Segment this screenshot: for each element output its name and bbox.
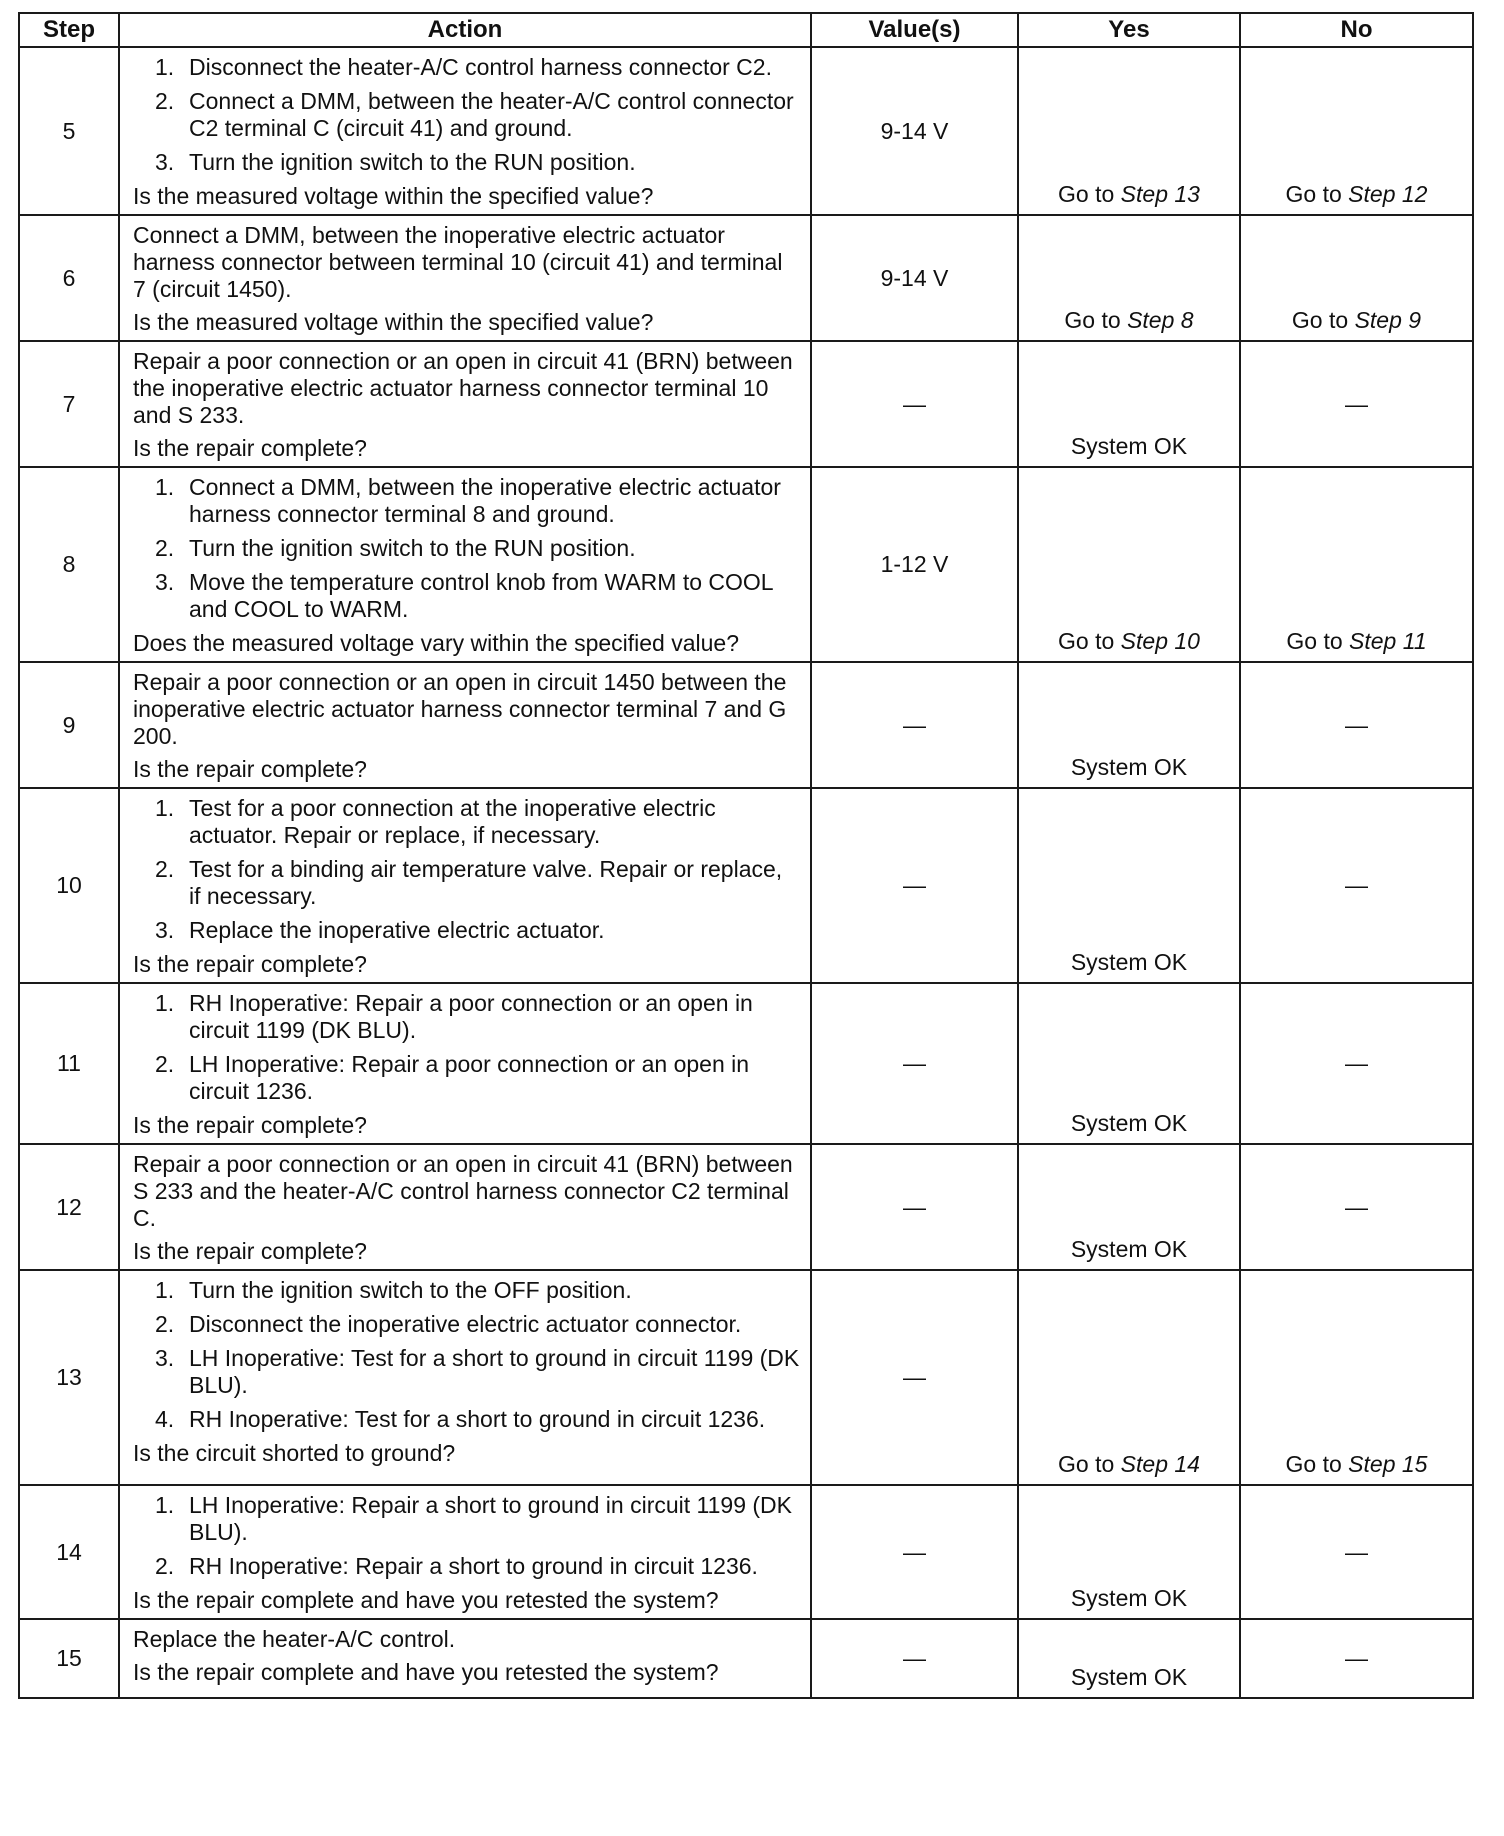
list-item-text: RH Inoperative: Repair a poor connection or an open in circuit 1199 (DK BLU). [189,990,753,1043]
list-number: 3. [155,917,175,943]
list-number: 2. [155,1051,175,1077]
value-cell: — [811,1270,1018,1485]
list-number: 1. [155,1492,175,1518]
value-cell: 9-14 V [811,215,1018,341]
go-to-label: Go to [1291,307,1349,333]
action-question: Is the repair complete and have you retested the system? [133,1587,719,1613]
no-cell [1240,983,1473,1144]
system-ok-label: System OK [1070,433,1188,459]
action-list-item [133,1277,800,1304]
go-to-label: Go to [1058,181,1115,207]
no-cell [1240,1619,1473,1698]
action-list-item [133,1406,800,1433]
yes-cell [1018,1485,1240,1619]
list-item-text: Connect a DMM, between the inoperative electric actuator harness connector terminal 8 and ground. [189,474,781,527]
header-action: Action [119,13,811,47]
table-row [19,1270,1473,1485]
target-step: Step 11 [1349,628,1427,654]
action-cell [119,341,811,467]
action-question: Is the repair complete? [133,1238,367,1264]
list-item-text: Turn the ignition switch to the RUN position. [189,535,636,561]
list-item-text: Test for a binding air temperature valve. Repair or replace, if necessary. [189,856,783,909]
step-number: 15 [19,1619,119,1698]
list-item-text: LH Inoperative: Repair a short to ground in circuit 1199 (DK BLU). [189,1492,792,1545]
yes-cell [1018,341,1240,467]
value-cell: 1-12 V [811,467,1018,662]
list-number: 2. [155,535,175,561]
step-number: 5 [19,47,119,215]
action-list-item [133,88,800,142]
system-ok-label: System OK [1070,1585,1188,1611]
yes-goto-link[interactable] [1058,181,1200,207]
value-cell: — [811,1144,1018,1270]
action-cell [119,47,811,215]
action-cell [119,1144,811,1270]
header-no: No [1240,13,1473,47]
diagnostic-table [18,12,1474,1699]
list-item-text: LH Inoperative: Test for a short to ground in circuit 1199 (DK BLU). [189,1345,800,1398]
action-list-item [133,856,800,910]
no-cell [1240,467,1473,662]
table-row [19,788,1473,983]
action-list-item [133,1345,800,1399]
list-number: 1. [155,54,175,80]
list-number: 4. [155,1406,175,1432]
target-step: Step 14 [1120,1451,1200,1477]
no-goto-link[interactable] [1286,628,1426,654]
system-ok-label: System OK [1070,1664,1188,1690]
dash-mark: — [1345,872,1368,898]
table-row [19,47,1473,215]
list-item-text: Disconnect the heater-A/C control harness connector C2. [189,54,772,80]
table-row [19,662,1473,788]
action-list-item [133,1311,800,1338]
table-row [19,1485,1473,1619]
action-list [133,474,800,623]
step-number: 13 [19,1270,119,1485]
list-number: 2. [155,1553,175,1579]
target-step: Step 15 [1348,1451,1428,1477]
no-goto-link[interactable] [1286,181,1428,207]
table-row [19,1619,1473,1698]
dash-mark: — [1345,390,1368,417]
list-number: 3. [155,1345,175,1371]
no-cell [1240,341,1473,467]
go-to-label: Go to [1285,1451,1342,1477]
action-list-item [133,535,800,562]
list-number: 3. [155,149,175,175]
value-cell: — [811,788,1018,983]
yes-cell [1018,1619,1240,1698]
table-body [19,47,1473,1698]
no-cell [1240,47,1473,215]
action-cell [119,983,811,1144]
list-number: 1. [155,990,175,1016]
list-number: 1. [155,795,175,821]
list-number: 2. [155,88,175,114]
action-question: Is the repair complete? [133,756,367,782]
dash-mark: — [1345,1645,1368,1671]
action-list-item [133,1553,800,1580]
action-cell [119,662,811,788]
list-item-text: Test for a poor connection at the inoperative electric actuator. Repair or replace, if necessary. [189,795,716,848]
yes-cell [1018,215,1240,341]
table-row [19,215,1473,341]
header-yes: Yes [1018,13,1240,47]
system-ok-label: System OK [1070,1236,1188,1262]
header-row [19,13,1473,47]
yes-goto-link[interactable] [1058,1451,1200,1477]
action-text: Repair a poor connection or an open in circuit 41 (BRN) between S 233 and the heater-A/C control harness connector C2 terminal C. [133,1151,793,1231]
step-number: 14 [19,1485,119,1619]
action-text: Repair a poor connection or an open in circuit 41 (BRN) between the inoperative electric actuator harness connector terminal 10 and S 233. [133,348,793,428]
yes-goto-link[interactable] [1058,628,1200,654]
go-to-label: Go to [1064,307,1121,333]
list-number: 2. [155,856,175,882]
value-cell: — [811,1619,1018,1698]
action-list-item [133,569,800,623]
dash-mark: — [1345,1193,1368,1220]
action-list [133,990,800,1105]
step-number: 12 [19,1144,119,1270]
action-list [133,795,800,944]
action-question: Is the repair complete? [133,435,367,461]
list-item-text: Move the temperature control knob from WARM to COOL and COOL to WARM. [189,569,773,622]
step-number: 10 [19,788,119,983]
list-item-text: Turn the ignition switch to the RUN position. [189,149,636,175]
list-number: 1. [155,1277,175,1303]
go-to-label: Go to [1286,628,1343,654]
action-list-item [133,474,800,528]
list-number: 2. [155,1311,175,1337]
action-list-item [133,795,800,849]
go-to-label: Go to [1058,628,1115,654]
target-step: Step 8 [1127,307,1194,333]
step-number: 8 [19,467,119,662]
yes-cell [1018,467,1240,662]
table-row [19,983,1473,1144]
yes-cell [1018,788,1240,983]
action-cell [119,1485,811,1619]
no-cell [1240,662,1473,788]
action-question: Is the measured voltage within the specified value? [133,183,654,209]
no-cell [1240,1144,1473,1270]
go-to-label: Go to [1058,1451,1115,1477]
action-question: Is the repair complete? [133,951,367,977]
yes-cell [1018,1270,1240,1485]
yes-cell [1018,662,1240,788]
action-list-item [133,990,800,1044]
list-item-text: LH Inoperative: Repair a poor connection or an open in circuit 1236. [189,1051,750,1104]
dash-mark: — [1345,1050,1368,1076]
target-step: Step 10 [1120,628,1200,654]
header-values: Value(s) [811,13,1018,47]
list-item-text: Replace the inoperative electric actuator. [189,917,605,943]
system-ok-label: System OK [1070,1110,1188,1136]
yes-cell [1018,1144,1240,1270]
value-cell: 9-14 V [811,47,1018,215]
value-cell: — [811,983,1018,1144]
no-goto-link[interactable] [1292,307,1421,333]
step-number: 7 [19,341,119,467]
value-cell: — [811,341,1018,467]
action-list-item [133,54,800,81]
action-question: Is the circuit shorted to ground? [133,1440,456,1466]
action-list [133,1277,800,1433]
action-cell [119,1270,811,1485]
list-item-text: Disconnect the inoperative electric actuator connector. [189,1311,742,1337]
action-question: Is the repair complete and have you retested the system? [133,1659,719,1685]
action-cell [119,215,811,341]
dash-mark: — [1345,1538,1368,1565]
target-step: Step 9 [1354,307,1422,333]
yes-cell [1018,47,1240,215]
system-ok-label: System OK [1070,754,1188,780]
dash-mark: — [1345,711,1368,738]
step-number: 11 [19,983,119,1144]
list-number: 1. [155,474,175,500]
action-cell [119,788,811,983]
list-number: 3. [155,569,175,595]
list-item-text: RH Inoperative: Test for a short to ground in circuit 1236. [189,1406,766,1432]
action-text: Connect a DMM, between the inoperative electric actuator harness connector between terminal 10 (circuit 41) and terminal 7 (circuit 1450). [133,222,783,302]
action-cell [119,1619,811,1698]
action-list [133,54,800,176]
yes-goto-link[interactable] [1064,307,1193,333]
no-cell [1240,788,1473,983]
action-list-item [133,149,800,176]
list-item-text: Turn the ignition switch to the OFF position. [189,1277,632,1303]
action-text: Repair a poor connection or an open in circuit 1450 between the inoperative electric actuator harness connector terminal 7 and G 200. [133,669,787,749]
step-number: 6 [19,215,119,341]
action-question: Is the measured voltage within the specified value? [133,309,654,335]
target-step: Step 12 [1348,181,1428,207]
value-cell: — [811,1485,1018,1619]
action-question: Is the repair complete? [133,1112,367,1138]
action-list-item [133,917,800,944]
no-cell [1240,215,1473,341]
action-text: Replace the heater-A/C control. [133,1626,456,1652]
no-goto-link[interactable] [1286,1451,1428,1477]
action-cell [119,467,811,662]
action-list-item [133,1492,800,1546]
table-row [19,341,1473,467]
action-list [133,1492,800,1580]
action-list-item [133,1051,800,1105]
no-cell [1240,1485,1473,1619]
table-row [19,467,1473,662]
value-cell: — [811,662,1018,788]
list-item-text: Connect a DMM, between the heater-A/C control connector C2 terminal C (circuit 41) and ground. [189,88,794,141]
go-to-label: Go to [1285,181,1342,207]
step-number: 9 [19,662,119,788]
target-step: Step 13 [1120,181,1200,207]
yes-cell [1018,983,1240,1144]
no-cell [1240,1270,1473,1485]
table-row [19,1144,1473,1270]
list-item-text: RH Inoperative: Repair a short to ground in circuit 1236. [189,1553,758,1579]
action-question: Does the measured voltage vary within the specified value? [133,630,740,656]
system-ok-label: System OK [1070,949,1188,975]
header-step: Step [19,13,119,47]
